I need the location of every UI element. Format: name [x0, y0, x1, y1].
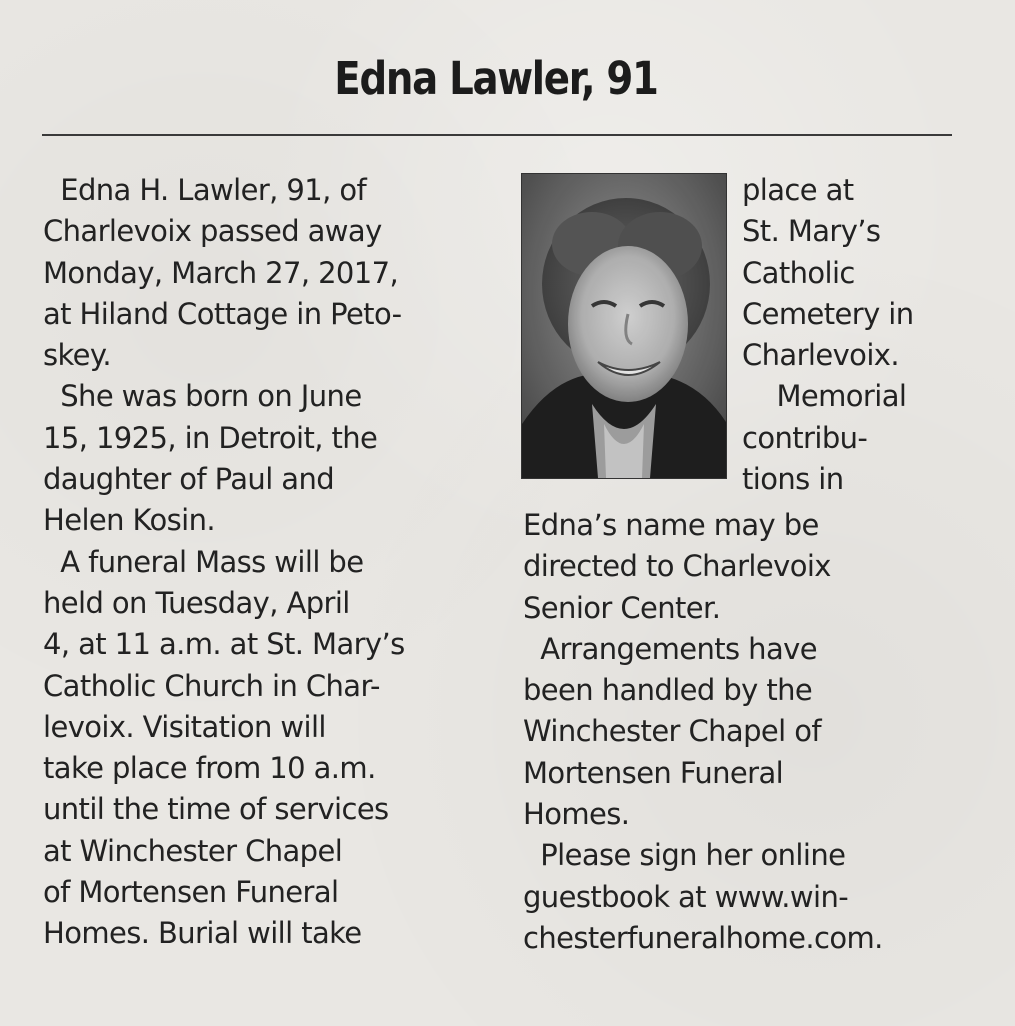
portrait-image	[522, 174, 726, 478]
text-line: Mortensen Funeral	[523, 755, 784, 790]
text-line: levoix. Visitation will	[43, 709, 326, 744]
obituary-left-column	[43, 170, 405, 955]
text-line: at Hiland Cottage in Peto-	[43, 296, 402, 331]
obituary-right-top-column	[742, 170, 914, 500]
text-line: A funeral Mass will be	[43, 544, 364, 579]
text-line: Monday, March 27, 2017,	[43, 255, 399, 290]
text-line: Please sign her online	[523, 838, 846, 873]
portrait-photo	[521, 173, 727, 479]
text-line: been handled by the	[523, 673, 813, 708]
text-line: Edna H. Lawler, 91, of	[43, 173, 367, 207]
text-line: take place from 10 a.m.	[43, 751, 376, 786]
obituary-right-column	[523, 505, 883, 959]
text-line: at Winchester Chapel	[43, 833, 343, 868]
text-line: Helen Kosin.	[43, 503, 216, 538]
text-line: place at	[742, 173, 854, 207]
text-line: until the time of services	[43, 792, 389, 827]
text-line: held on Tuesday, April	[43, 585, 350, 620]
text-line: of Mortensen Funeral	[43, 875, 339, 910]
text-line: 15, 1925, in Detroit, the	[43, 420, 378, 455]
text-line: Senior Center.	[523, 590, 721, 625]
text-line: Winchester Chapel of	[523, 714, 821, 749]
text-line: Homes.	[523, 797, 630, 832]
text-line: Catholic Church in Char-	[43, 668, 380, 703]
text-line: Catholic	[742, 255, 855, 290]
text-line: Homes. Burial will take	[43, 916, 362, 951]
text-line: guestbook at www.win-	[523, 879, 849, 914]
text-line: skey.	[43, 338, 111, 373]
title-divider	[42, 134, 952, 136]
text-line: Memorial	[742, 379, 907, 414]
text-line: 4, at 11 a.m. at St. Mary’s	[43, 627, 405, 662]
text-line: Arrangements have	[523, 631, 817, 666]
text-line: tions in	[742, 462, 844, 497]
text-line: contribu-	[742, 420, 868, 455]
obituary-title: Edna Lawler, 91	[334, 52, 658, 105]
text-line: Cemetery in	[742, 296, 914, 331]
text-line: directed to Charlevoix	[523, 549, 831, 584]
text-line: Edna’s name may be	[523, 508, 819, 542]
text-line: daughter of Paul and	[43, 462, 335, 497]
text-line: Charlevoix.	[742, 338, 899, 373]
text-line: Charlevoix passed away	[43, 214, 382, 249]
text-line: She was born on June	[43, 379, 362, 414]
text-line: St. Mary’s	[742, 214, 881, 249]
text-line: chesterfuneralhome.com.	[523, 920, 883, 955]
